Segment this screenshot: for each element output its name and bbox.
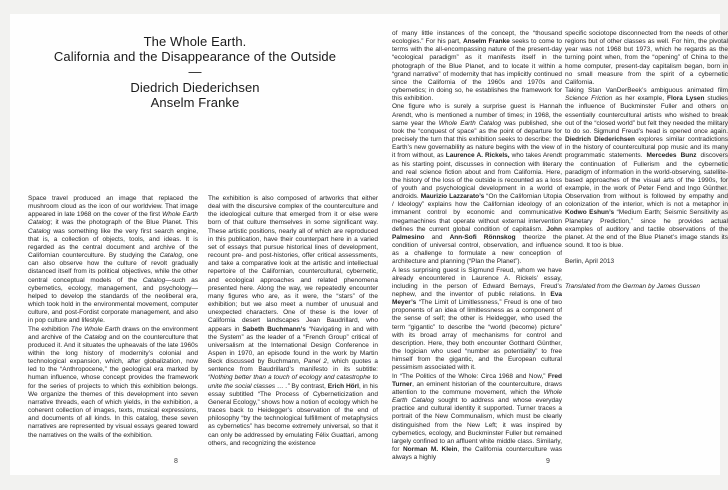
right-page-column-1: of many little instances of the concept, the “thousand ecologies.” For his part, Anselm Franke seeks to come to terms with the all-encompassing nature of the present-day “ecological paradigm” as it manifests itself in the photograph of the Blue Planet, and to locate it within a “grand narrative” of modernity that has implicitly continued since the California of the 1960s and 1970s and cybernetics; in doing so, he establishes the framework for this exhibition. One figure who is surely a surprise guest is Hannah Arendt, who is mentioned a number of times; in 1968, the same year the Whole Earth Catalog was published, she took the “conquest of space” as the point of departure for precisely the turn that this exhibition seeks to describe: the Earth’s new governability as nature begins with the view of it from without, as Laurence A. Rickels, who takes Arendt as his starting point, discusses in connection with literary and real science fiction about and from California. Here, the history of the loss of the outside is recounted as a loss of youth and psychological development in a world of androids. Maurizio Lazzarato’s “On the Californian Utopia / Ideology” explains how the Californian ideology of an immanent control by economic and communicative megamachines that operate without external intervention defines the current global condition of capitalism. John Palmesino and Ann-Sofi Rönnskog theorize the condition of universal control, observation, and influence as a challenge to formulate a new conception of architecture and planning (“Plan the Planet”). A less surprising guest is Sigmund Freud, whom we have already encountered in Laurence A. Rickels’ essay, including in the person of Edward Bernays, Freud’s nephew, and the inventor of public relations. In Eva Meyer’s “The Limit of Limitlessness,” Freud is one of two proponents of an idea of limitlessness as a component of the sense of self; the other is Heidegger, who used the term “gigantic” to describe the “world (become) picture” with its broad array of mechanisms for control and description. Here, they both encounter Gotthard Günther, the logician who used “number as potentiality” to free himself from the gigantic, and the European cultural pessimism associated with it. In “The Politics of the Whole: Circa 1968 and Now,” Fred Turner, an eminent historian of the counterculture, draws attention to the commune movement, which the Whole Earth Catalog sought to address and whose everyday practice and cultural identity it supported. Turner traces a portrait of the New Communalism, which must be clearly distinguished from the New Left; it was inspired by cybernetics, ecology, and Buckminster Fuller but remained largely confined to an affluent white middle class. Similarly, for Norman M. Klein, the California counterculture was always a highly xyxy=(392,30,562,462)
page-title-line-1: The Whole Earth. xyxy=(143,34,247,49)
author-name-1: Diedrich Diederichsen xyxy=(130,80,260,95)
page-number-right: 9 xyxy=(546,458,550,465)
left-page-column-2: The exhibition is also composed of artworks that either deal with the discursive complex of the counterculture and the ideological culture that emerged from it or else were born of that culture themselves in some significant way. These artistic positions, nearly all of which are reproduced in this publication, have their counterpart here in a varied set of essays that pursue historical lines of development, recount pre- and post-histories, offer critical assessments, and take a comparative look at the artistic and intellectual repertoire of the Californian, countercultural, cybernetic, and ecological approaches and related phenomena presented here. Along the way, we repeatedly encounter many figures who are, as it were, the “stars” of the exhibition; but we also meet a number of unusual and unexpected characters. One of these is the lover of California desert landscapes Jean Baudrillard, who appears in Sabeth Buchmann’s “Navigating in and with the System” as the leader of a “French Group” critical of universalism at the International Design Conference in Aspen in 1970, an episode found in the work by Martin Beck discussed by Buchmann, Panel 2, which quotes a sentence from Baudrillard’s manifesto in its subtitle: “Nothing better than a touch of ecology and catastrophe to unite the social classes … .” By contrast, Erich Hörl, in his essay subtitled “The Process of Cyberneticization and General Ecology,” shows how a notion of ecology which he traces back to Heidegger’s observation of the end of philosophy “by the technological fulfillment of metaphysics as cybernetics” has become extremely universal, so that it can only be addressed by emulating Félix Guattari, among others, and recognizing the existence xyxy=(208,195,378,447)
title-separator-dash: — xyxy=(188,64,202,79)
spread-paper xyxy=(10,14,728,475)
title-block xyxy=(10,34,380,110)
author-name-2: Anselm Franke xyxy=(150,95,240,110)
left-page-column-1: Space travel produced an image that replaced the mushroom cloud as the icon of our worldview. That image appeared in late 1968 on the cover of the first Whole Earth Catalog; it was the photograph of the Blue Planet. This Catalog was something like the very first search engine, that is, a collection of objects, tools, and ideas. It is regarded as the central document and archive of the Californian counterculture. By studying the Catalog, one can also observe how the culture of revolt gradually distanced itself from its political objectives, while the other central conceptual models of the Catalog—such as cybernetics, ecology, management, and psychology—helped to develop the standards of the neoliberal era, which took hold in the environmental movement, computer culture, and post-Fordist corporate management, and also in pop culture and lifestyle. The exhibition The Whole Earth draws on the environment and archive of the Catalog and on the counterculture that produced it. And it situates the upheavals of the late 1960s within the long history of modernity’s colonial and technological expansion, which, after globalization, now led to the “Anthropocene,” the geological era marked by human influence, whose concept provides the framework for the series of projects to which this exhibition belongs. We organize the themes of this development into seven narrative threads, each of which yields, in the exhibition, a coherent collection of images, texts, musical expressions, and documents of all kinds. In this catalog, these seven narratives are represented by visual essays geared toward the narratives on the walls of the exhibition. xyxy=(28,195,198,439)
page-title-line-2: California and the Disappearance of the Outside xyxy=(53,49,337,64)
page-number-left: 8 xyxy=(174,458,178,465)
right-page-column-2: specific sociotope disconnected from the needs of other regions but of other classes as well. For him, the pivotal year was not 1968 but 1973, which he regards as the turning point when, from the “opening” of China to the home computer, present-day capitalism began, born in no small measure from the spirit of a cybernetic California. Taking Stan VanDerBeek’s ambiguous animated film Science Friction as her example, Flora Lysen studies the influence of Buckminster Fuller and others on essentially countercultural artists who wished to break out of the “closed world” but felt they needed the military to do so. Sigmund Freud’s head is opened once again. Diedrich Diederichsen explores similar contradictions in the history of countercultural pop music and its many programmatic statements. Mercedes Bunz discovers the continuation of Fullerism and the cybernetic paradigm of information in the world-observing, satellite-based approaches of the visual arts of the 1990s, for example, in the work of Peter Fend and Ingo Günther. Observation from without is followed by empathy and colonization of the interior, which is not a metaphor in Kodwo Eshun’s “Medium Earth; Seismic Sensitivity as Planetary Prediction,” since he provides actual examples of auditory and tactile observations of the planet. At the end of the Blue Planet’s image stands its sound. It too is blue. Berlin, April 2013 Translated from the German by James Gussen xyxy=(565,30,728,290)
